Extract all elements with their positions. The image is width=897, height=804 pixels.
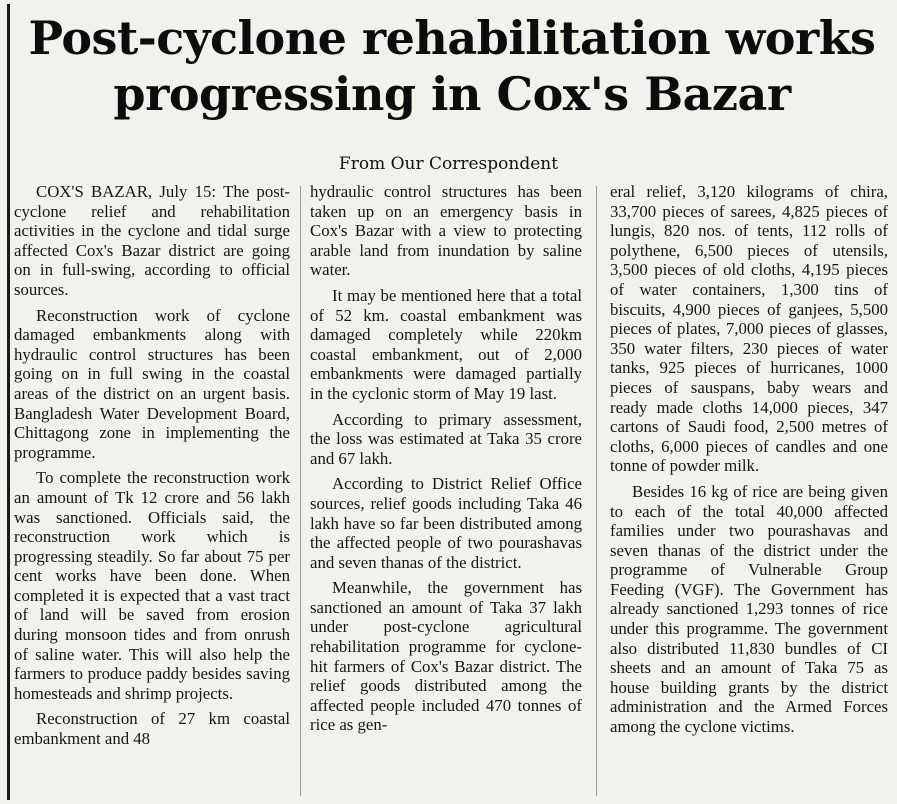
article-paragraph: It may be mentioned here that a total of 52 km. coastal embankment was damaged completely while 220km coastal embankment, out of 2,000 embankments were damaged partially in the cyclonic storm of May 19 last. <box>310 285 582 403</box>
article-paragraph: COX'S BAZAR, July 15: The post-cyclone relief and rehabilitation activities in the cyclone and tidal surge affected Cox's Bazar district are going on in full-swing, according to official sources. <box>14 182 290 299</box>
headline: Post-cyclone rehabilitation works progressing in Cox's Bazar <box>28 11 876 121</box>
article-paragraph: hydraulic control structures has been taken up on an emergency basis in Cox's Bazar with a view to protecting arable land from inundation by saline water. <box>310 182 582 280</box>
byline: From Our Correspondent <box>338 154 559 174</box>
article-paragraph: According to District Relief Office sources, relief goods including Taka 46 lakh have so far been distributed among the affected people of two pourashavas and seven thanas of the district. <box>310 474 582 572</box>
article-paragraph: To complete the reconstruction work an amount of Tk 12 crore and 56 lakh was sanctioned. Officials said, the reconstruction work which is progressing steadily. So far about 75 per cent works have been done. When completed it is expected that a vast tract of land will be saved from erosion during monsoon tides and from onrush of saline water. This will also help the farmers to produce paddy besides saving homesteads and shrimp projects. <box>14 468 290 703</box>
article-column-3 <box>610 182 888 737</box>
column-divider <box>596 186 597 796</box>
article-paragraph: Reconstruction of 27 km coastal embankment and 48 <box>14 709 290 749</box>
article-paragraph: Meanwhile, the government has sanctioned an amount of Taka 37 lakh under post-cyclone agricultural rehabilitation programme for cyclone-hit farmers of Cox's Bazar district. The relief goods distributed among the affected people included 470 tonnes of rice as gen- <box>310 578 582 735</box>
column-divider <box>300 186 301 796</box>
page-border <box>7 4 10 800</box>
article-paragraph: eral relief, 3,120 kilograms of chira, 33,700 pieces of sarees, 4,825 pieces of lungis, 820 nos. of tents, 112 rolls of polythene, 6,500 pieces of utensils, 3,500 pieces of old cloths, 4,195 pieces of water containers, 1,300 tins of biscuits, 4,900 pieces of ganjees, 5,500 pieces of plates, 7,000 pieces of glasses, 350 water filters, 230 pieces of water tanks, 925 pieces of hurricanes, 1000 pieces of sauspans, baby wears and ready made cloths 14,000 pieces, 347 cartons of Saudi food, 2,500 metres of cloths, 6,000 pieces of candles and one tonne of powder milk. <box>610 182 888 476</box>
article-column-2 <box>310 182 582 735</box>
article-paragraph: Reconstruction work of cyclone damaged embankments along with hydraulic control structures has been going on in full swing in the coastal areas of the district on an urgent basis. Bangladesh Water Development Board, Chittagong zone in implementing the programme. <box>14 305 290 462</box>
article-paragraph: According to primary assessment, the loss was estimated at Taka 35 crore and 67 lakh. <box>310 409 582 468</box>
article-paragraph: Besides 16 kg of rice are being given to each of the total 40,000 affected families under two pourashavas and seven thanas of the district under the programme of Vulnerable Group Feeding (VGF). The Government has already sanctioned 1,293 tonnes of rice under this programme. The government also distributed 11,830 bundles of CI sheets and an amount of Taka 75 as house building grants by the district administration and the Armed Forces among the cyclone victims. <box>610 481 888 737</box>
article-column-1 <box>14 182 290 749</box>
